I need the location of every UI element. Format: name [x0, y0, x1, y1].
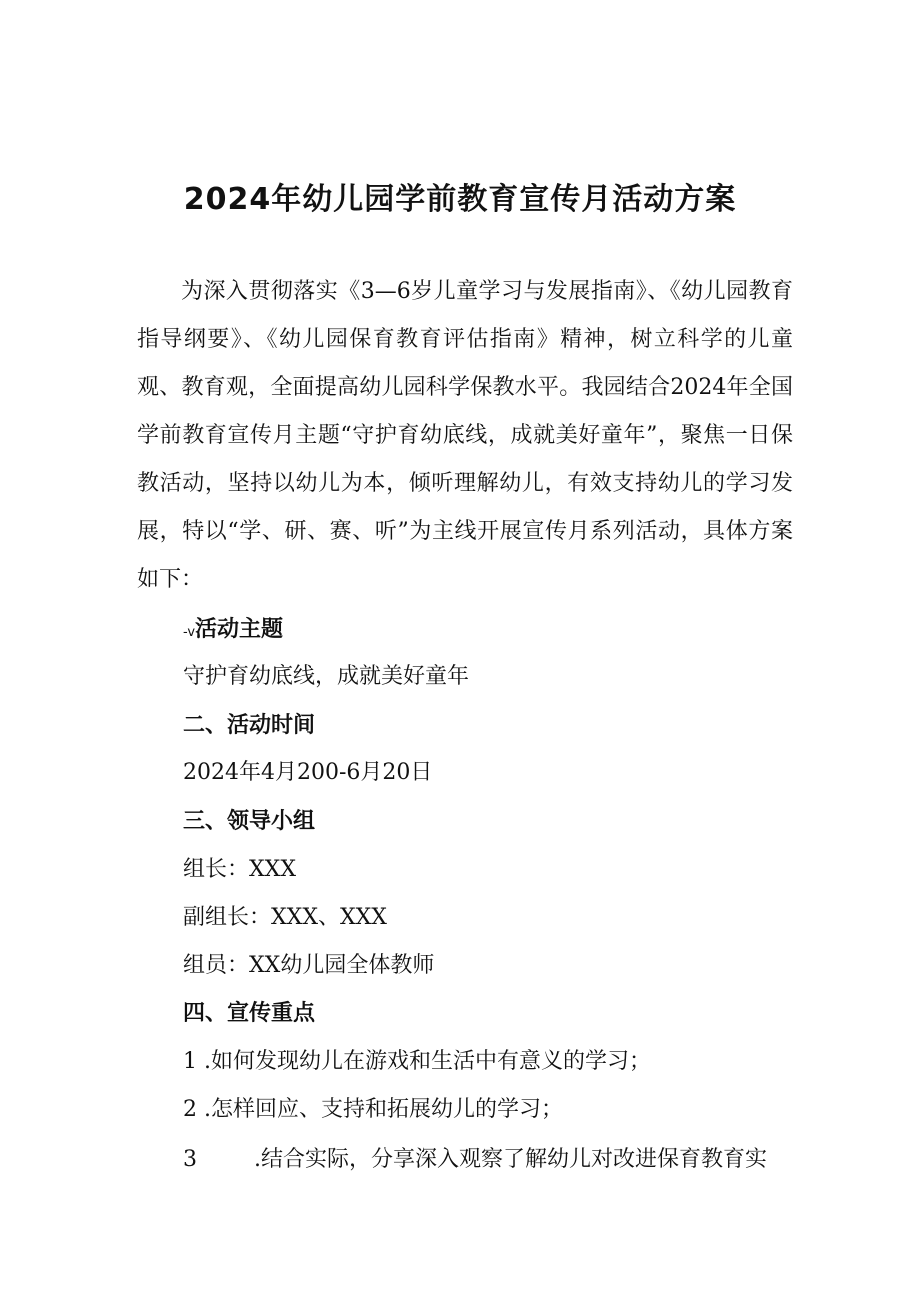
section-time-heading: 二、活动时间: [183, 713, 316, 738]
section-theme-heading: [183, 606, 283, 657]
focus-item-text: .结合实际，分享深入观察了解幼儿对改进保育教育实: [254, 1147, 767, 1172]
section-focus-heading: 四、宣传重点: [183, 1001, 316, 1026]
document-title: 2024年幼儿园学前教育宣传月活动方案: [183, 182, 737, 217]
focus-item: [183, 1038, 651, 1086]
section-leadership-heading: 三、领导小组: [183, 809, 316, 834]
focus-item-text: .如何发现幼儿在游戏和生活中有意义的学习；: [204, 1049, 651, 1074]
theme-content: 守护育幼底线，成就美好童年: [183, 664, 470, 689]
deputy-line: 副组长：XXX、XXX: [183, 905, 387, 930]
section-theme-title: 活动主题: [195, 617, 284, 642]
time-content: 2024年4月200-6月20日: [183, 760, 433, 785]
intro-paragraph: 为深入贯彻落实《3—6岁儿童学习与发展指南》、《幼儿园教育指导纲要》、《幼儿园保育教育评估指南》精神，树立科学的儿童观、教育观，全面提高幼儿园科学保教水平。我园结合2024年全国学前教育宣传月主题“守护育幼底线，成就美好童年”，聚焦一日保教活动，坚持以幼儿为本，倾听理解幼儿，有效支持幼儿的学习发展，特以“学、研、赛、听”为主线开展宣传月系列活动，具体方案如下：: [137, 279, 793, 592]
section-marker: -v: [183, 625, 196, 640]
focus-item-number: 2: [183, 1097, 197, 1122]
focus-item-text: .怎样回应、支持和拓展幼儿的学习；: [204, 1097, 563, 1122]
focus-item-number: 3: [183, 1147, 197, 1172]
leader-line: 组长：XXX: [183, 857, 296, 882]
focus-item: [183, 1136, 767, 1184]
members-line: 组员：XX幼儿园全体教师: [183, 953, 435, 978]
focus-item-number: 1: [183, 1049, 197, 1074]
focus-item: [183, 1086, 563, 1134]
